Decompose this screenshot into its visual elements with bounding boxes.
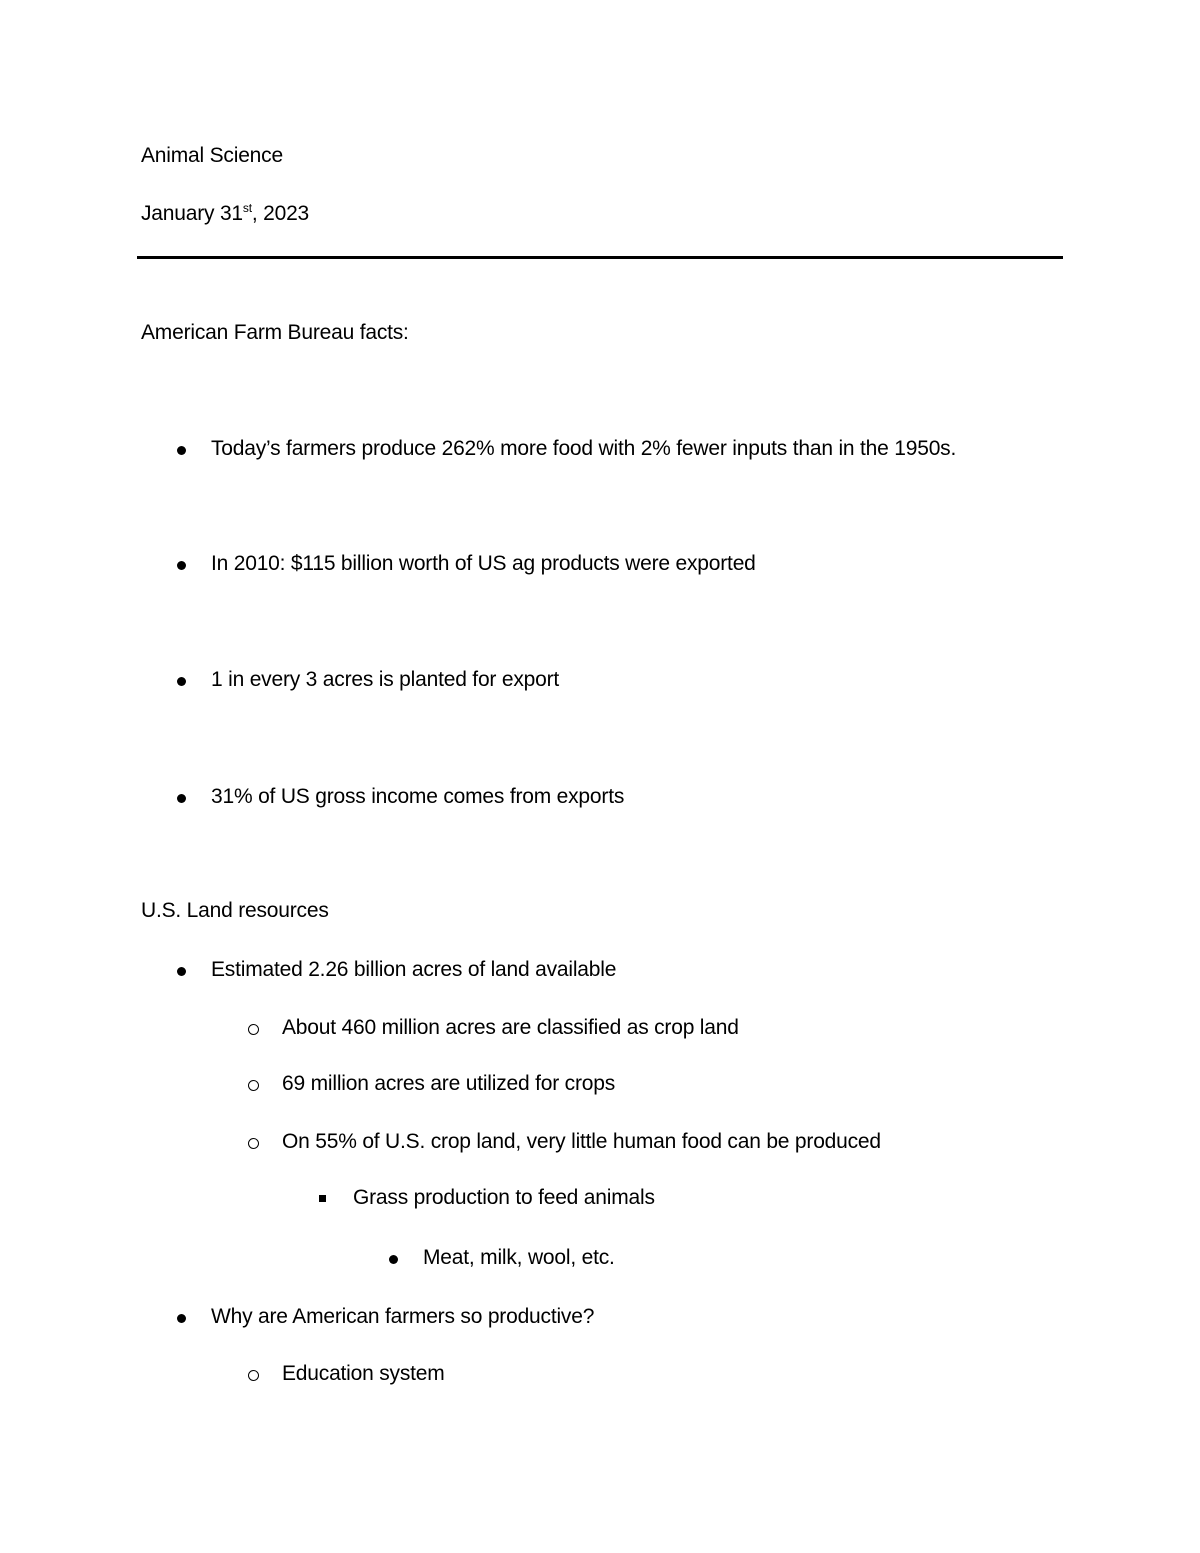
list-item: 1 in every 3 acres is planted for export	[211, 668, 560, 691]
list-item: On 55% of U.S. crop land, very little human food can be produced	[282, 1130, 881, 1153]
document-date	[141, 201, 309, 227]
list-item: About 460 million acres are classified as crop land	[282, 1016, 739, 1039]
bullet-dot-icon	[177, 1314, 186, 1323]
bullet-circle-icon	[248, 1370, 259, 1381]
bullet-dot-icon	[177, 677, 186, 686]
list-item: Why are American farmers so productive?	[211, 1305, 595, 1328]
date-year: , 2023	[251, 202, 310, 225]
bullet-dot-icon	[389, 1255, 398, 1264]
bullet-circle-icon	[248, 1024, 259, 1035]
list-item: Grass production to feed animals	[353, 1186, 655, 1209]
bullet-dot-icon	[177, 967, 186, 976]
bullet-circle-icon	[248, 1138, 259, 1149]
list-item: 31% of US gross income comes from exports	[211, 785, 625, 808]
bullet-circle-icon	[248, 1080, 259, 1091]
list-item: Estimated 2.26 billion acres of land available	[211, 958, 617, 981]
section-heading-land-resources: U.S. Land resources	[141, 899, 329, 922]
bullet-dot-icon	[177, 561, 186, 570]
horizontal-divider	[137, 256, 1063, 259]
list-item: Education system	[282, 1362, 445, 1385]
date-suffix: st	[242, 201, 252, 215]
date-main: January 31	[141, 202, 243, 225]
list-item: Today’s farmers produce 262% more food with 2% fewer inputs than in the 1950s.	[211, 437, 957, 460]
bullet-square-icon	[319, 1195, 326, 1202]
list-item: 69 million acres are utilized for crops	[282, 1072, 616, 1095]
section-heading-farm-bureau: American Farm Bureau facts:	[141, 321, 409, 344]
list-item: In 2010: $115 billion worth of US ag products were exported	[211, 552, 756, 575]
bullet-dot-icon	[177, 794, 186, 803]
list-item: Meat, milk, wool, etc.	[423, 1246, 615, 1269]
course-title: Animal Science	[141, 144, 283, 167]
bullet-dot-icon	[177, 446, 186, 455]
